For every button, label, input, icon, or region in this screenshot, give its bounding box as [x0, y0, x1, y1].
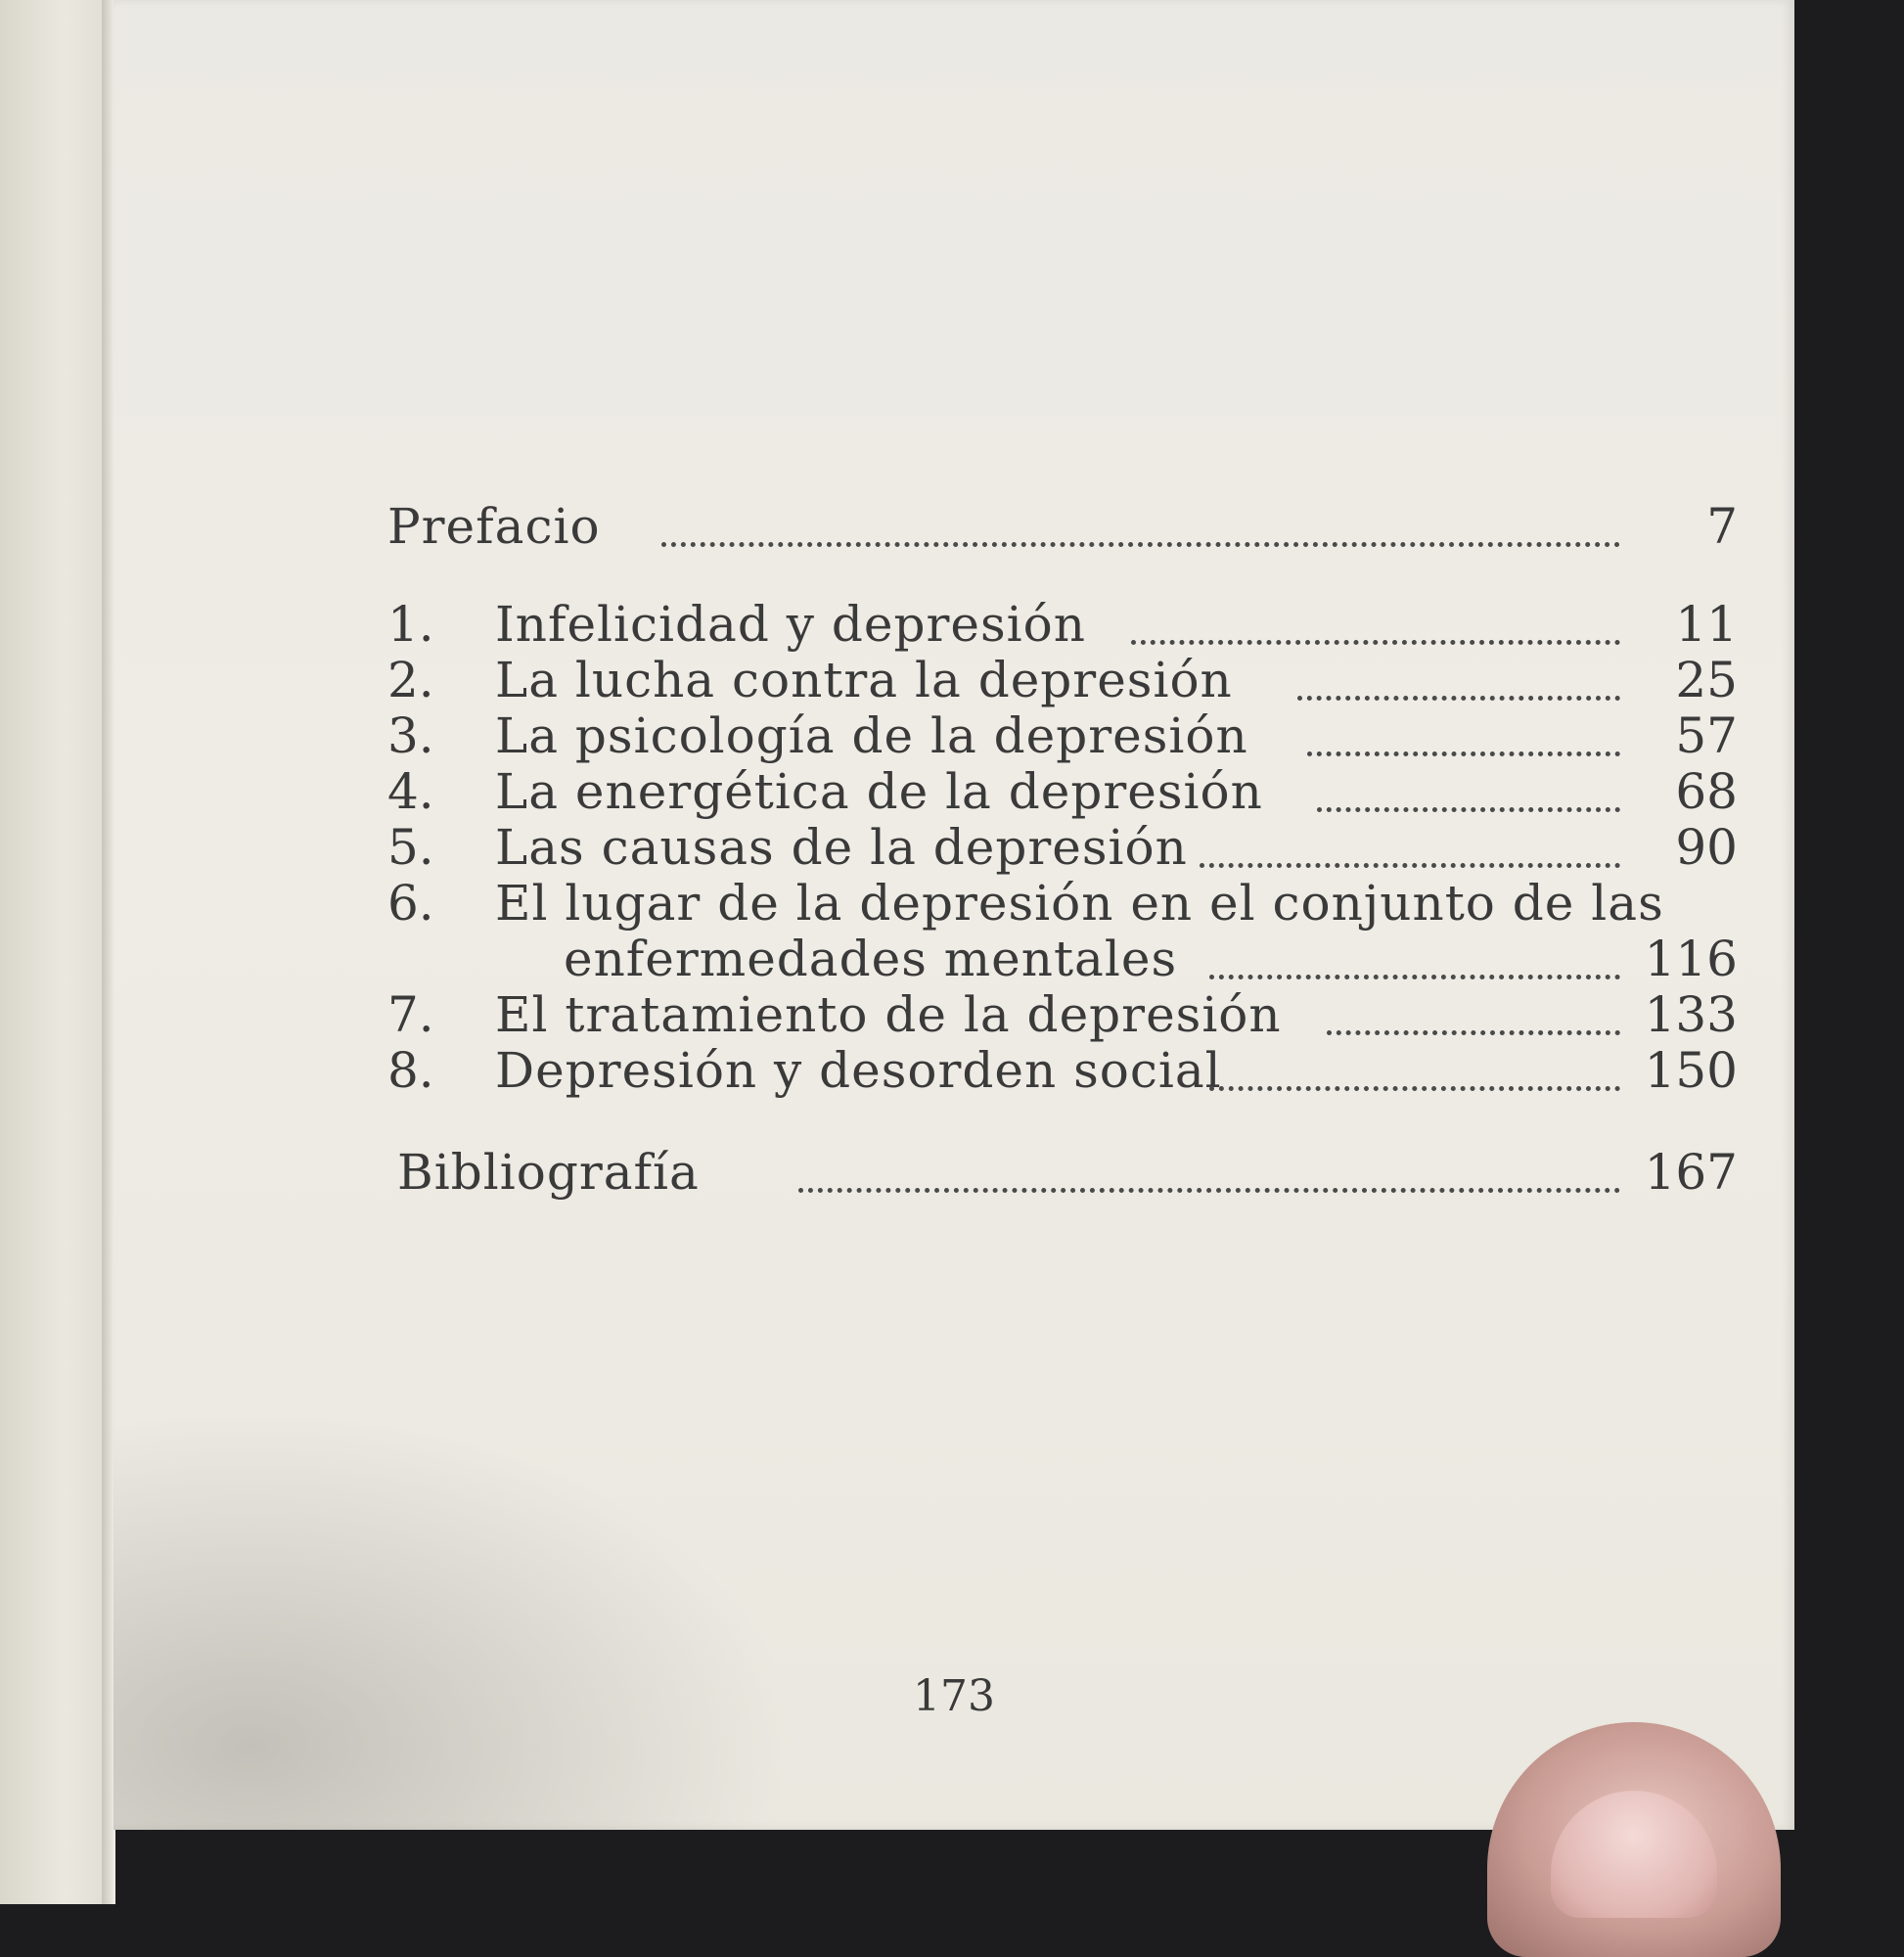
toc-title: La psicología de la depresión: [495, 707, 1248, 764]
left-page-edge: [0, 0, 108, 1904]
dot-leader: [1327, 991, 1620, 1035]
chapter-number: 8.: [387, 1042, 434, 1099]
chapter-number: 1.: [387, 596, 434, 653]
toc-entry-chapter: [270, 1041, 1738, 1100]
toc-title: Prefacio: [387, 498, 601, 555]
toc-page-number: 150: [1644, 1042, 1738, 1099]
toc-page-number: 11: [1675, 596, 1738, 653]
toc-page-number: 167: [1644, 1144, 1738, 1201]
toc-title-continuation: enfermedades mentales: [564, 931, 1178, 987]
toc-page-number: 116: [1644, 931, 1738, 987]
toc-page-number: 7: [1706, 498, 1738, 555]
toc-title: Las causas de la depresión: [495, 819, 1188, 876]
toc-entry-chapter-line1: [270, 874, 1738, 933]
chapter-number: 7.: [387, 986, 434, 1043]
toc-entry-preface: [270, 497, 1738, 556]
dot-leader: [1209, 935, 1620, 979]
toc-entry-bibliography: [270, 1143, 1738, 1202]
toc-title: Depresión y desorden social: [495, 1042, 1222, 1099]
toc-page-number: 25: [1675, 652, 1738, 708]
toc-title: Bibliografía: [397, 1144, 700, 1201]
dot-leader: [1297, 657, 1620, 701]
toc-entry-chapter: [270, 985, 1738, 1044]
toc-title: El tratamiento de la depresión: [495, 986, 1282, 1043]
toc-entry-chapter: [270, 762, 1738, 821]
toc-entry-chapter: [270, 706, 1738, 765]
dot-leader: [1131, 601, 1620, 645]
toc-page-number: 68: [1675, 763, 1738, 820]
toc-title: El lugar de la depresión en el conjunto de las: [495, 875, 1664, 932]
toc-entry-chapter: [270, 595, 1738, 654]
dot-leader: [1209, 1047, 1620, 1091]
toc-title: La lucha contra la depresión: [495, 652, 1233, 708]
chapter-number: 5.: [387, 819, 434, 876]
dot-leader: [1317, 768, 1620, 812]
chapter-number: 6.: [387, 875, 434, 932]
dot-leader: [798, 1149, 1620, 1193]
dot-leader: [661, 503, 1620, 547]
hand-shadow: [113, 1409, 798, 1830]
toc-page-number: 90: [1675, 819, 1738, 876]
toc-title: La energética de la depresión: [495, 763, 1263, 820]
toc-entry-chapter: [270, 651, 1738, 709]
book-page: [113, 0, 1794, 1830]
toc-title: Infelicidad y depresión: [495, 596, 1086, 653]
dot-leader: [1200, 824, 1620, 868]
toc-page-number: 133: [1644, 986, 1738, 1043]
toc-entry-chapter: [270, 818, 1738, 877]
toc-page-number: 57: [1675, 707, 1738, 764]
page-number-footer: 173: [913, 1671, 995, 1721]
chapter-number: 3.: [387, 707, 434, 764]
chapter-number: 4.: [387, 763, 434, 820]
dot-leader: [1307, 712, 1620, 756]
chapter-number: 2.: [387, 652, 434, 708]
toc-entry-chapter-line2: [270, 930, 1738, 988]
